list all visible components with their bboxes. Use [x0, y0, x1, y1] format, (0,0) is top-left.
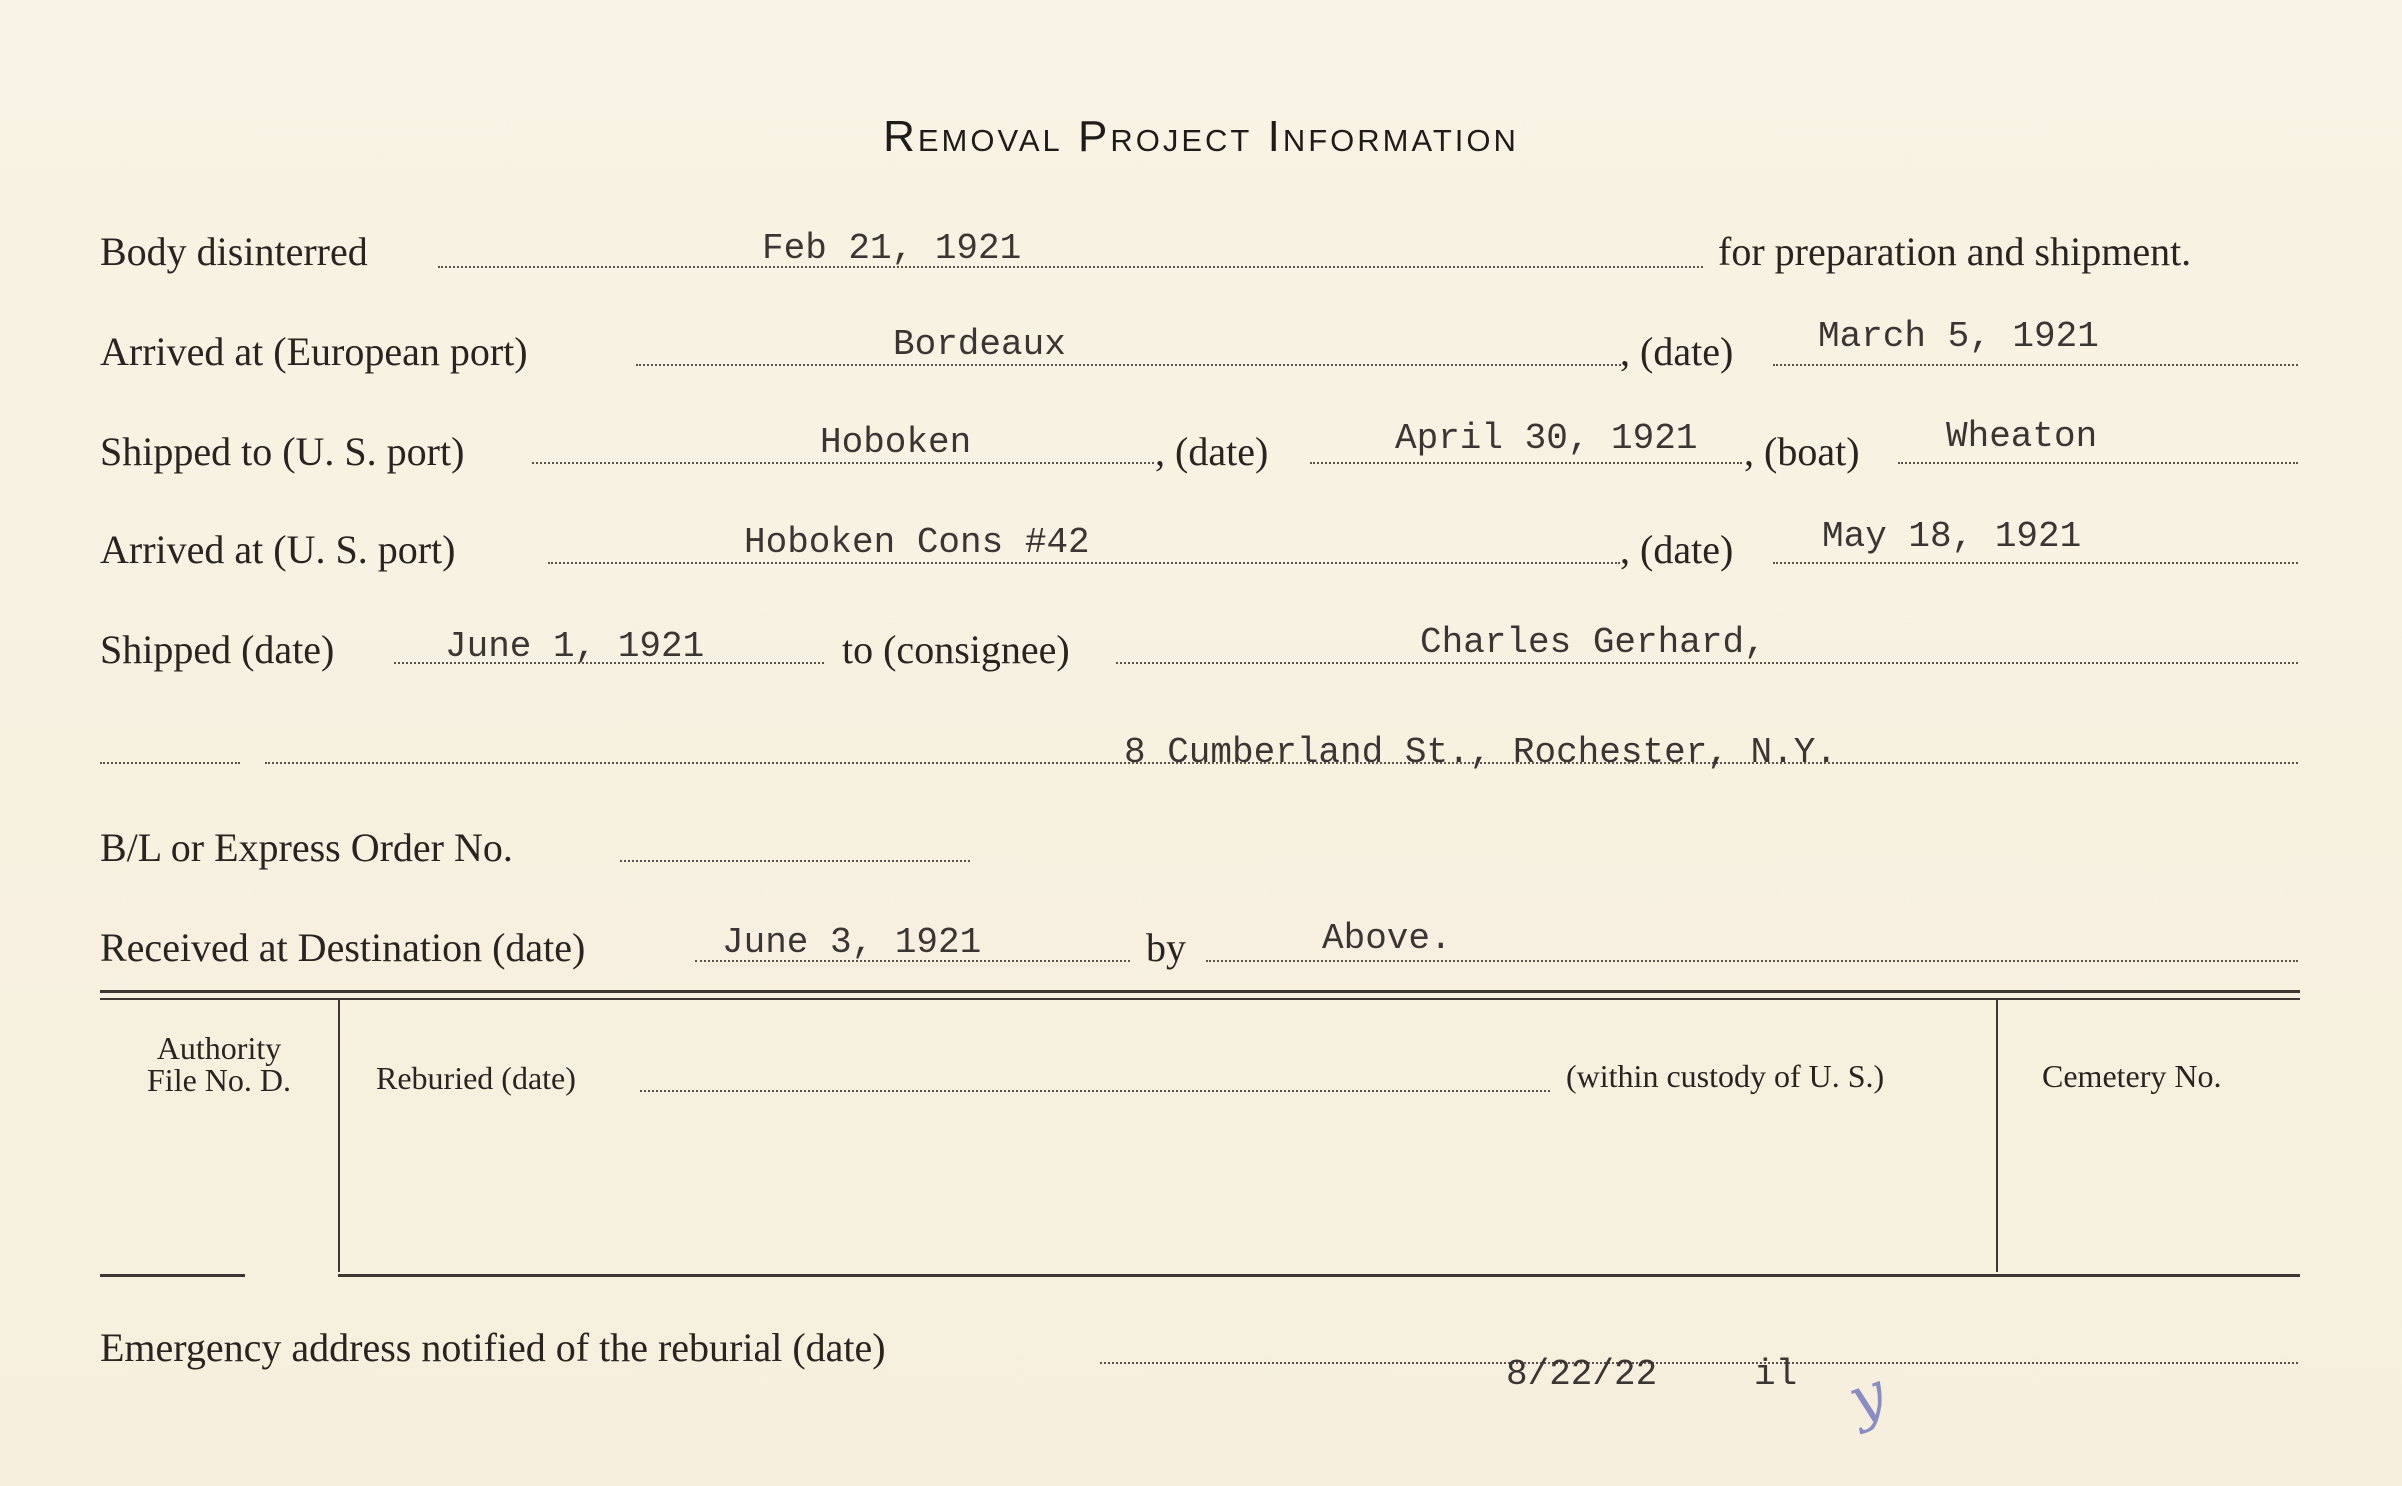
table-bottom-rule: [338, 1274, 2300, 1277]
us-ship-date-value: April 30, 1921: [1395, 418, 1698, 459]
dotted-line: [1310, 462, 1742, 464]
authority-label-line1: Authority: [156, 1030, 282, 1066]
table-divider-left: [338, 1000, 340, 1272]
dotted-line: [1100, 1362, 2298, 1364]
authority-label-line2: File No. D.: [147, 1062, 291, 1098]
dotted-line: [438, 266, 1703, 268]
received-label: Received at Destination (date): [100, 925, 586, 970]
dotted-line: [1898, 462, 2298, 464]
shipped-date-label: Shipped (date): [100, 627, 335, 672]
dotted-line: [620, 860, 970, 862]
consignee-label: to (consignee): [842, 627, 1070, 672]
european-port-date-label: , (date): [1620, 329, 1734, 374]
european-port-label: Arrived at (European port): [100, 329, 528, 374]
us-arrive-date-label: , (date): [1620, 527, 1734, 572]
emergency-label: Emergency address notified of the reburial (date): [100, 1325, 886, 1370]
dotted-line: [1206, 960, 2298, 962]
consignee-address: 8 Cumberland St., Rochester, N.Y.: [1124, 732, 1837, 773]
european-port-value: Bordeaux: [893, 324, 1066, 365]
consignee-value: Charles Gerhard,: [1420, 622, 1766, 663]
received-value: June 3, 1921: [722, 922, 982, 963]
us-ship-date-label: , (date): [1155, 429, 1269, 474]
bl-label: B/L or Express Order No.: [100, 825, 513, 870]
dotted-line: [640, 1090, 1550, 1092]
handwritten-mark: y: [1839, 1358, 1895, 1436]
dotted-line: [100, 762, 240, 764]
table-bottom-rule-short: [100, 1274, 245, 1277]
reburied-label: Reburied (date): [376, 1060, 576, 1096]
us-ship-port-label: Shipped to (U. S. port): [100, 429, 465, 474]
body-disinterred-value: Feb 21, 1921: [762, 228, 1022, 269]
dotted-line: [1773, 364, 2298, 366]
us-arrive-port-label: Arrived at (U. S. port): [100, 527, 456, 572]
boat-label: , (boat): [1744, 429, 1860, 474]
by-value: Above.: [1322, 918, 1452, 959]
body-disinterred-suffix: for preparation and shipment.: [1718, 229, 2192, 274]
us-arrive-port-value: Hoboken Cons #42: [744, 522, 1090, 563]
dotted-line: [1773, 562, 2298, 564]
boat-value: Wheaton: [1946, 416, 2098, 457]
cemetery-label: Cemetery No.: [2042, 1058, 2222, 1094]
page-title: Removal Project Information: [883, 112, 1519, 161]
initials: il: [1754, 1354, 1798, 1395]
table-divider-right: [1996, 1000, 1998, 1272]
us-ship-port-value: Hoboken: [820, 422, 972, 463]
shipped-date-value: June 1, 1921: [445, 626, 705, 667]
table-top-rule: [100, 990, 2300, 993]
by-label: by: [1146, 925, 1186, 970]
emergency-value: 8/22/22: [1506, 1354, 1658, 1395]
custody-label: (within custody of U. S.): [1566, 1058, 1885, 1094]
dotted-line: [636, 364, 1621, 366]
table-top-rule-inner: [100, 998, 2300, 1000]
european-port-date-value: March 5, 1921: [1818, 316, 2099, 357]
us-arrive-date-value: May 18, 1921: [1822, 516, 2082, 557]
body-disinterred-label: Body disinterred: [100, 229, 368, 274]
